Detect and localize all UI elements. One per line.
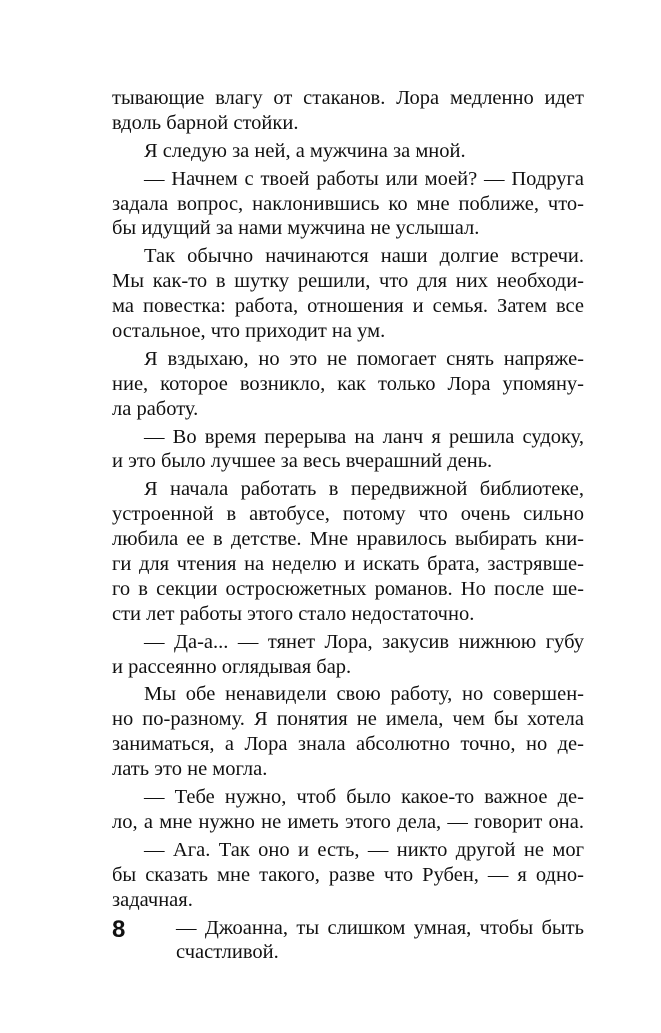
text-line: ло, а мне нужно не иметь этого дела, — говорит она. — [112, 810, 584, 833]
text-line: Я вздыхаю, но это не помогает снять напряже- — [144, 347, 584, 370]
text-line: задала вопрос, наклонившись ко мне поближе, что- — [112, 192, 584, 215]
text-line: и рассеянно оглядывая бар. — [112, 655, 352, 678]
text-line: счастливой. — [176, 941, 279, 964]
text-line: — Во время перерыва на ланч я решила судоку, — [144, 425, 584, 448]
text-line: но по-разному. Я понятия не имела, чем бы хотела — [112, 708, 584, 731]
text-line: ма повестка: работа, отношения и семья. Затем все — [112, 295, 584, 318]
text-line: заниматься, а Лора знала абсолютно точно, но де- — [112, 733, 584, 756]
text-line: Так обычно начинаются наши долгие встречи. — [144, 245, 584, 268]
text-line: Я следую за ней, а мужчина за мной. — [144, 139, 466, 162]
text-line: любила ее в детстве. Мне нравилось выбирать кни- — [112, 528, 584, 551]
text-line: Я начала работать в передвижной библиотеке, — [144, 478, 584, 501]
text-line: бы сказать мне такого, разве что Рубен, — я одно- — [112, 863, 584, 886]
text-line: — Ага. Так оно и есть, — никто другой не мог — [144, 838, 584, 861]
text-line: устроенной в автобусе, потому что очень сильно — [112, 503, 584, 526]
text-line: — Да-а... — тянет Лора, закусив нижнюю губу — [144, 630, 584, 653]
text-line: лать это не могла. — [112, 758, 268, 781]
text-line: ние, которое возникло, как только Лора упомяну- — [112, 372, 584, 395]
text-line: — Начнем с твоей работы или моей? — Подруга — [144, 167, 584, 190]
text-line: го в секции остросюжетных романов. Но после ше- — [112, 577, 584, 600]
text-line: — Джоанна, ты слишком умная, чтобы быть — [176, 916, 584, 939]
text-line: остальное, что приходит на ум. — [112, 320, 386, 343]
text-line: ги для чтения на неделю и искать брата, застрявше- — [112, 553, 584, 576]
text-line: тывающие влагу от стаканов. Лора медленно идет — [112, 87, 584, 109]
body-text — [112, 86, 584, 965]
text-line: ла работу. — [112, 397, 199, 420]
text-line: — Тебе нужно, чтоб было какое-то важное де- — [144, 786, 584, 809]
text-line: Мы обе ненавидели свою работу, но совершен- — [144, 683, 584, 706]
page-number: 8 — [112, 916, 126, 943]
text-line: и это было лучшее за весь вчерашний день. — [112, 450, 493, 473]
text-line: вдоль барной стойки. — [112, 111, 299, 134]
text-line: бы идущий за нами мужчина не услышал. — [112, 217, 480, 240]
text-line: задачная. — [112, 888, 193, 911]
text-line: Мы как-то в шутку решили, что для них необходи- — [112, 270, 584, 293]
text-line: сти лет работы этого стало недостаточно. — [112, 602, 475, 625]
